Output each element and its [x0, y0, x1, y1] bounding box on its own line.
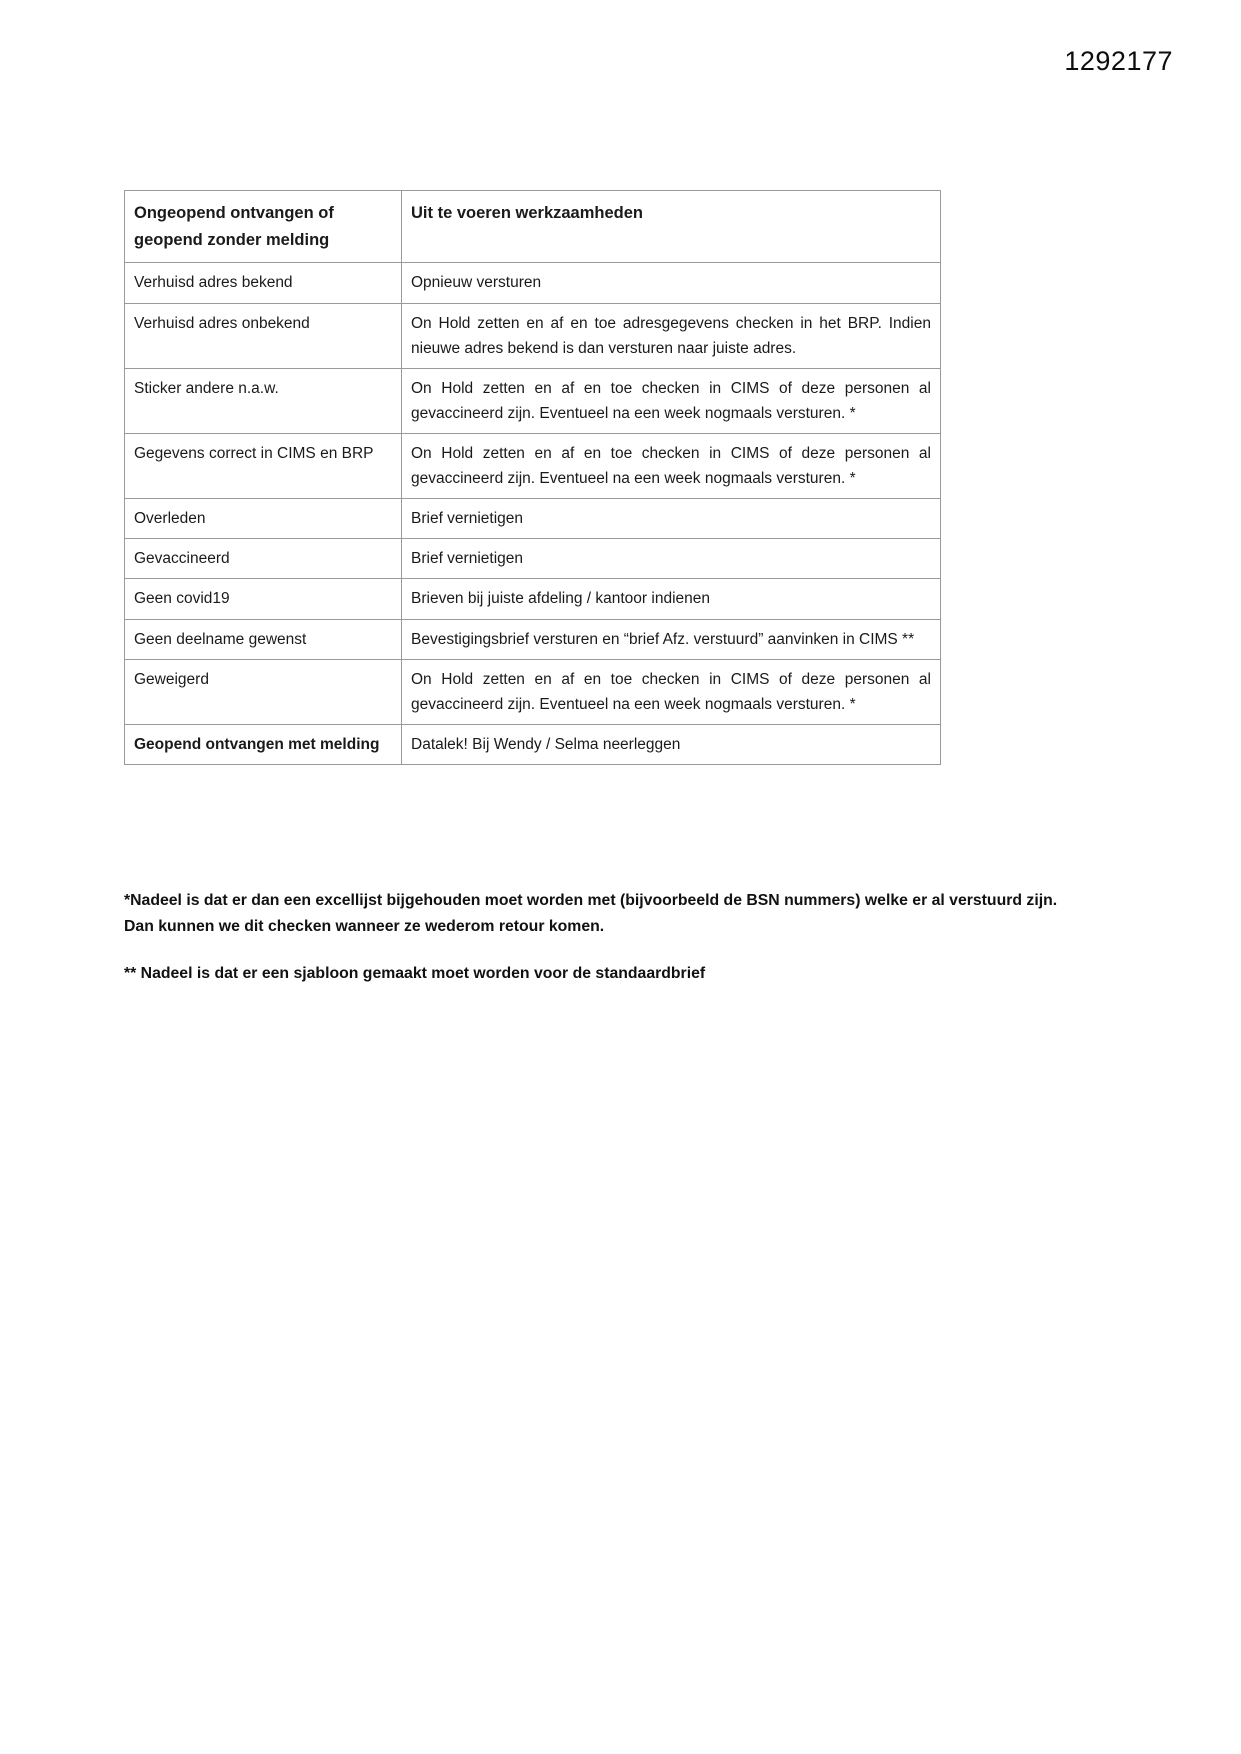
table-row: [125, 303, 941, 368]
row-label: Geweigerd: [125, 659, 402, 724]
row-label: Geen covid19: [125, 579, 402, 619]
row-action: On Hold zetten en af en toe checken in CIMS of deze personen al gevaccineerd zijn. Eventueel na een week nogmaals versturen. *: [402, 433, 941, 498]
row-action: Datalek! Bij Wendy / Selma neerleggen: [402, 724, 941, 764]
table-body: [125, 191, 941, 765]
row-label: Gegevens correct in CIMS en BRP: [125, 433, 402, 498]
table-row: [125, 539, 941, 579]
row-label: Geopend ontvangen met melding: [125, 724, 402, 764]
footnotes-section: [124, 888, 1074, 987]
row-label: Verhuisd adres onbekend: [125, 303, 402, 368]
document-body: [124, 190, 1118, 765]
footnote-double-asterisk: ** Nadeel is dat er een sjabloon gemaakt moet worden voor de standaardbrief: [124, 965, 706, 983]
row-action: Brief vernietigen: [402, 499, 941, 539]
footnote-single-asterisk: *Nadeel is dat er dan een excellijst bijgehouden moet worden met (bijvoorbeeld de BSN nummers) welke er al verstuurd zijn. Dan kunnen we dit checken wanneer ze wederom retour komen.: [124, 892, 1058, 935]
table-row: [125, 368, 941, 433]
row-action: Brief vernietigen: [402, 539, 941, 579]
row-action: Opnieuw versturen: [402, 263, 941, 303]
table-header-row: [125, 191, 941, 263]
table-row: [125, 619, 941, 659]
document-number: 1292177: [1064, 46, 1173, 76]
row-label: Gevaccineerd: [125, 539, 402, 579]
table-row: [125, 659, 941, 724]
row-label: Sticker andere n.a.w.: [125, 368, 402, 433]
table-row: [125, 263, 941, 303]
row-action: Bevestigingsbrief versturen en “brief Afz. verstuurd” aanvinken in CIMS **: [402, 619, 941, 659]
workflow-table: [124, 190, 941, 765]
row-label: Geen deelname gewenst: [125, 619, 402, 659]
column-header-action: Uit te voeren werkzaamheden: [402, 191, 941, 263]
column-header-category: Ongeopend ontvangen of geopend zonder melding: [125, 191, 402, 263]
row-label: Verhuisd adres bekend: [125, 263, 402, 303]
table-row: [125, 499, 941, 539]
table-row: [125, 433, 941, 498]
row-label: Overleden: [125, 499, 402, 539]
row-action: Brieven bij juiste afdeling / kantoor indienen: [402, 579, 941, 619]
row-action: On Hold zetten en af en toe checken in CIMS of deze personen al gevaccineerd zijn. Eventueel na een week nogmaals versturen. *: [402, 659, 941, 724]
table-row: [125, 579, 941, 619]
row-action: On Hold zetten en af en toe checken in CIMS of deze personen al gevaccineerd zijn. Eventueel na een week nogmaals versturen. *: [402, 368, 941, 433]
table-row: [125, 724, 941, 764]
row-action: On Hold zetten en af en toe adresgegevens checken in het BRP. Indien nieuwe adres bekend is dan versturen naar juiste adres.: [402, 303, 941, 368]
